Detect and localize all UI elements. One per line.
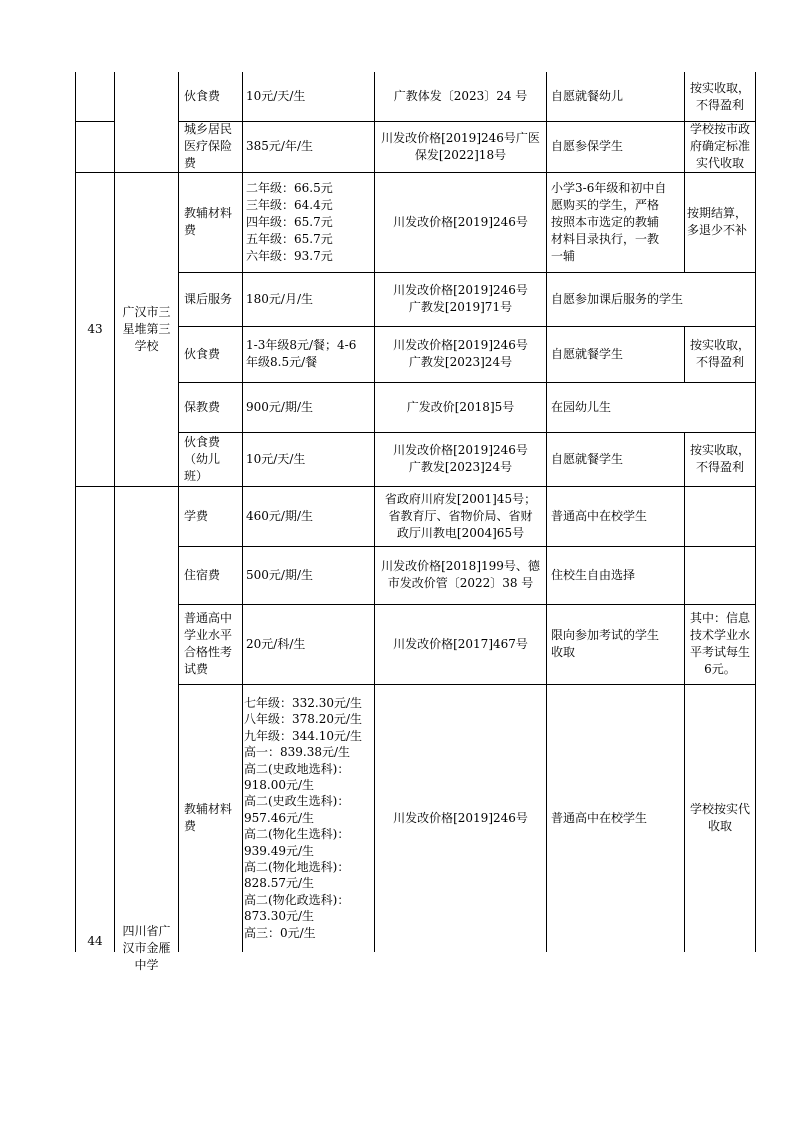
charge-scope-cell — [551, 326, 683, 382]
fee-item: 学费 — [184, 508, 209, 523]
grid-line — [75, 121, 115, 122]
fee-standard: 20元/科/生 — [246, 636, 306, 651]
policy-basis: 川发改价格[2019]246号广医 保发[2022]18号 — [381, 130, 540, 162]
charge-scope: 自愿参保学生 — [551, 139, 624, 153]
policy-basis: 川发改价格[2019]246号 广教发[2023]24号 — [393, 443, 528, 474]
remark-cell — [685, 326, 755, 382]
charge-scope: 小学3-6年级和初中自 愿购买的学生，严格 按照本市选定的教辅 材料目录执行，一教 一辅 — [551, 180, 667, 263]
fee-item: 伙食费 — [184, 346, 221, 361]
policy-basis-cell — [376, 326, 545, 382]
fee-standard: 500元/期/生 — [246, 567, 313, 582]
charge-scope: 自愿就餐学生 — [551, 346, 624, 361]
charge-scope-cell — [551, 72, 683, 121]
charge-scope: 自愿参加课后服务的学生 — [551, 291, 684, 306]
fee-standard: 10元/天/生 — [246, 451, 306, 466]
fee-standard: 180元/月/生 — [246, 291, 313, 306]
fee-item: 普通高中 学业水平 合格性考 试费 — [184, 611, 233, 676]
remark-cell — [685, 72, 755, 121]
policy-basis-cell — [376, 121, 545, 172]
fee-item-cell — [184, 382, 240, 432]
charge-scope: 自愿就餐幼儿 — [551, 89, 624, 103]
remark-cell — [685, 121, 755, 172]
policy-basis: 广发改价[2018]5号 — [406, 399, 515, 414]
charge-scope-cell — [551, 121, 683, 172]
fee-standard: 385元/年/生 — [246, 139, 313, 153]
policy-basis-cell — [376, 382, 545, 432]
charge-scope: 在园幼儿生 — [551, 399, 612, 414]
policy-basis-cell — [376, 486, 545, 546]
policy-basis-cell — [376, 684, 545, 952]
charge-scope-cell — [551, 272, 751, 326]
policy-basis: 川发改价格[2017]467号 — [393, 636, 528, 651]
policy-basis: 川发改价格[2019]246号 — [393, 214, 528, 229]
policy-basis-cell — [376, 432, 545, 486]
charge-scope-cell — [551, 546, 683, 604]
fee-standard-cell — [246, 272, 372, 326]
fee-standard: 900元/期/生 — [246, 399, 313, 414]
fee-standard-cell — [246, 604, 372, 684]
fee-item-cell — [184, 684, 240, 952]
fee-item-cell — [184, 432, 240, 486]
fee-item-cell — [184, 326, 240, 382]
policy-basis: 川发改价格[2018]199号、德 市发改价管〔2022〕38 号 — [381, 559, 540, 590]
charge-scope-cell — [551, 432, 683, 486]
school-name-cell — [115, 486, 178, 972]
grid-line — [178, 72, 179, 952]
fee-standard: 10元/天/生 — [246, 89, 306, 103]
charge-scope: 自愿就餐学生 — [551, 451, 624, 466]
charge-scope-cell — [551, 486, 683, 546]
charge-scope: 限向参加考试的学生 收取 — [551, 628, 660, 659]
remark-cell — [685, 604, 755, 684]
fee-item-cell — [184, 546, 240, 604]
policy-basis: 川发改价格[2019]246号 广教发[2019]71号 — [393, 283, 528, 314]
remark: 按期结算， 多退少不补 — [687, 206, 748, 237]
charge-scope: 住校生自由选择 — [551, 567, 636, 582]
fee-item: 课后服务 — [184, 291, 233, 306]
charge-scope-cell — [551, 604, 683, 684]
row-number: 43 — [87, 321, 103, 336]
policy-basis-cell — [376, 172, 545, 272]
school-name: 广汉市三 星堆第三 学校 — [122, 304, 171, 353]
fee-item-cell — [184, 604, 240, 684]
school-name: 四川省广 汉市金雁 中学 — [122, 924, 171, 972]
policy-basis: 川发改价格[2019]246号 广教发[2023]24号 — [393, 338, 528, 369]
fee-standard: 460元/期/生 — [246, 508, 313, 523]
remark: 按实收取， 不得盈利 — [689, 338, 750, 369]
fee-item: 住宿费 — [184, 567, 221, 582]
fee-standard-cell — [246, 432, 372, 486]
fee-standard-cell — [246, 326, 372, 382]
charge-scope: 普通高中在校学生 — [551, 810, 648, 825]
charge-scope: 普通高中在校学生 — [551, 508, 648, 523]
grid-line — [242, 72, 243, 952]
row-number-cell — [75, 172, 115, 486]
fee-item-cell — [184, 486, 240, 546]
remark: 按实收取， 不得盈利 — [689, 443, 750, 474]
charge-scope-cell — [551, 172, 683, 272]
fee-item: 教辅材料 费 — [184, 206, 233, 237]
policy-basis-cell — [376, 546, 545, 604]
row-number-cell — [75, 486, 115, 952]
fee-item: 教辅材料 费 — [184, 802, 233, 833]
remark-cell — [685, 432, 755, 486]
policy-basis: 省政府川府发[2001]45号； 省教育厅、省物价局、省财 政厅川教电[2004]65号 — [384, 491, 537, 540]
fee-item-cell — [184, 172, 240, 272]
fee-standard: 七年级：332.30元/生 八年级：378.20元/生 九年级：344.10元/生 高一：839.38元/生 高二(史政地选科)： 918.00元/生 高二(史政生选科)： 957.46元/生 高二(物化生选科)： 939.49元/生 高二(物化地选科)： 828.57元/生 高二(物化政选科)： 873.30元/生 高三：0元/生 — [244, 695, 363, 940]
remark-cell — [685, 684, 755, 952]
remark: 其中：信息 技术学业水 平考试每生 6元。 — [689, 611, 750, 676]
school-name-cell — [115, 172, 178, 486]
remark: 按实收取， 不得盈利 — [689, 80, 750, 112]
fee-item: 伙食费 — [184, 89, 221, 103]
fee-standard: 二年级：66.5元 三年级：64.4元 四年级：65.7元 五年级：65.7元 六年级：93.7元 — [246, 180, 333, 263]
charge-scope-cell — [551, 684, 683, 952]
policy-basis: 川发改价格[2019]246号 — [393, 810, 528, 825]
charge-scope-cell — [551, 382, 751, 432]
fee-standard-cell — [246, 486, 372, 546]
fee-standard-cell — [246, 121, 372, 172]
remark: 学校按市政 府确定标准 实代收取 — [689, 122, 750, 170]
fee-standard-cell — [246, 546, 372, 604]
policy-basis: 广教体发〔2023〕24 号 — [393, 89, 528, 103]
fee-item: 伙食费 （幼儿 班） — [184, 434, 221, 483]
remark-cell — [687, 172, 755, 272]
fee-item-cell — [184, 272, 240, 326]
fee-standard-cell — [246, 172, 372, 272]
grid-line — [546, 72, 547, 952]
grid-line — [755, 72, 756, 952]
fee-item-cell — [184, 72, 240, 121]
fee-item: 城乡居民 医疗保险 费 — [184, 122, 233, 170]
fee-item-cell — [184, 121, 240, 172]
fee-standard-cell — [246, 72, 372, 121]
policy-basis-cell — [376, 272, 545, 326]
policy-basis-cell — [376, 604, 545, 684]
fee-standard-cell — [244, 684, 375, 952]
row-number: 44 — [87, 934, 103, 948]
fee-standard: 1-3年级8元/餐；4-6 年级8.5元/餐 — [246, 338, 357, 369]
fee-standard-cell — [246, 382, 372, 432]
fee-item: 保教费 — [184, 399, 221, 414]
policy-basis-cell — [376, 72, 545, 121]
remark: 学校按实代 收取 — [689, 802, 750, 833]
